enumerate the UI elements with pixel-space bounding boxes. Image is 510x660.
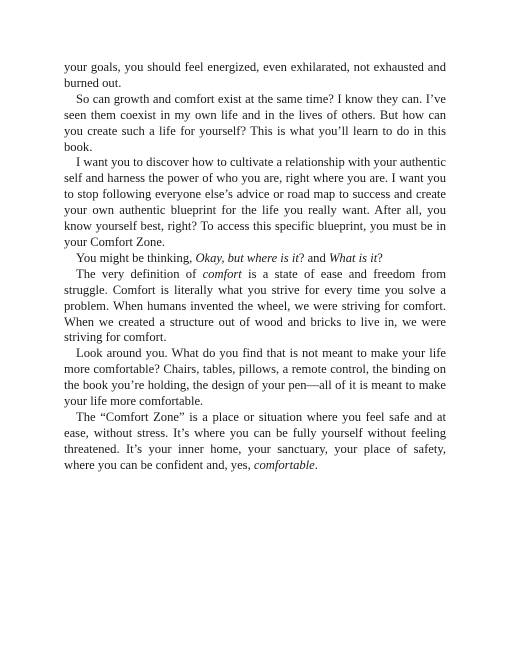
paragraph	[64, 92, 446, 156]
text-run: ?	[377, 250, 383, 265]
italic-text: Okay, but where is it	[195, 250, 299, 265]
paragraph	[64, 410, 446, 474]
text-run: The very definition of	[76, 266, 203, 281]
italic-text: comfortable	[253, 457, 315, 472]
text-run: .	[314, 457, 318, 472]
paragraph	[64, 267, 446, 347]
text-run: I want you to discover how to cultivate a relationship with your authentic self and harness the power of who you are, right where you are. I want you to stop following everyone else’s advice or road map to success and create your own authentic blueprint for the life you really want. After all, you know yourself best, right? To access this specific blueprint, you must be in your Comfort Zone.	[64, 155, 446, 249]
paragraph	[64, 346, 446, 410]
italic-text: What is it	[328, 250, 378, 265]
book-page-body	[64, 60, 446, 474]
text-run: ? and	[298, 250, 329, 265]
text-run: is a state of ease and freedom from struggle. Comfort is literally what you strive for every time you solve a problem. When humans invented the wheel, we were striving for comfort. When we created a structure out of wood and bricks to live in, we were striving for comfort.	[64, 266, 446, 345]
text-run: The “Comfort Zone” is a place or situation where you feel safe and at ease, without stress. It’s where you can be fully yourself without feeling threatened. It’s your inner home, your sanctuary, your place of safety, where you can be confident and, yes,	[64, 409, 446, 472]
text-run: So can growth and comfort exist at the same time? I know they can. I’ve seen them coexist in my own life and in the lives of others. But how can you create such a life for yourself? This is what you’ll learn to do in this book.	[64, 91, 446, 154]
italic-text: comfort	[202, 266, 242, 281]
text-run: You might be thinking,	[76, 250, 196, 265]
paragraph	[64, 251, 446, 267]
paragraph	[64, 155, 446, 250]
text-run: Look around you. What do you find that is not meant to make your life more comfortable? Chairs, tables, pillows, a remote control, the binding on the book you’re holding, the design of your pen—all of it is meant to make your life more comfortable.	[64, 346, 446, 409]
paragraph	[64, 60, 446, 92]
text-run: your goals, you should feel energized, even exhilarated, not exhausted and burned out.	[64, 60, 446, 90]
